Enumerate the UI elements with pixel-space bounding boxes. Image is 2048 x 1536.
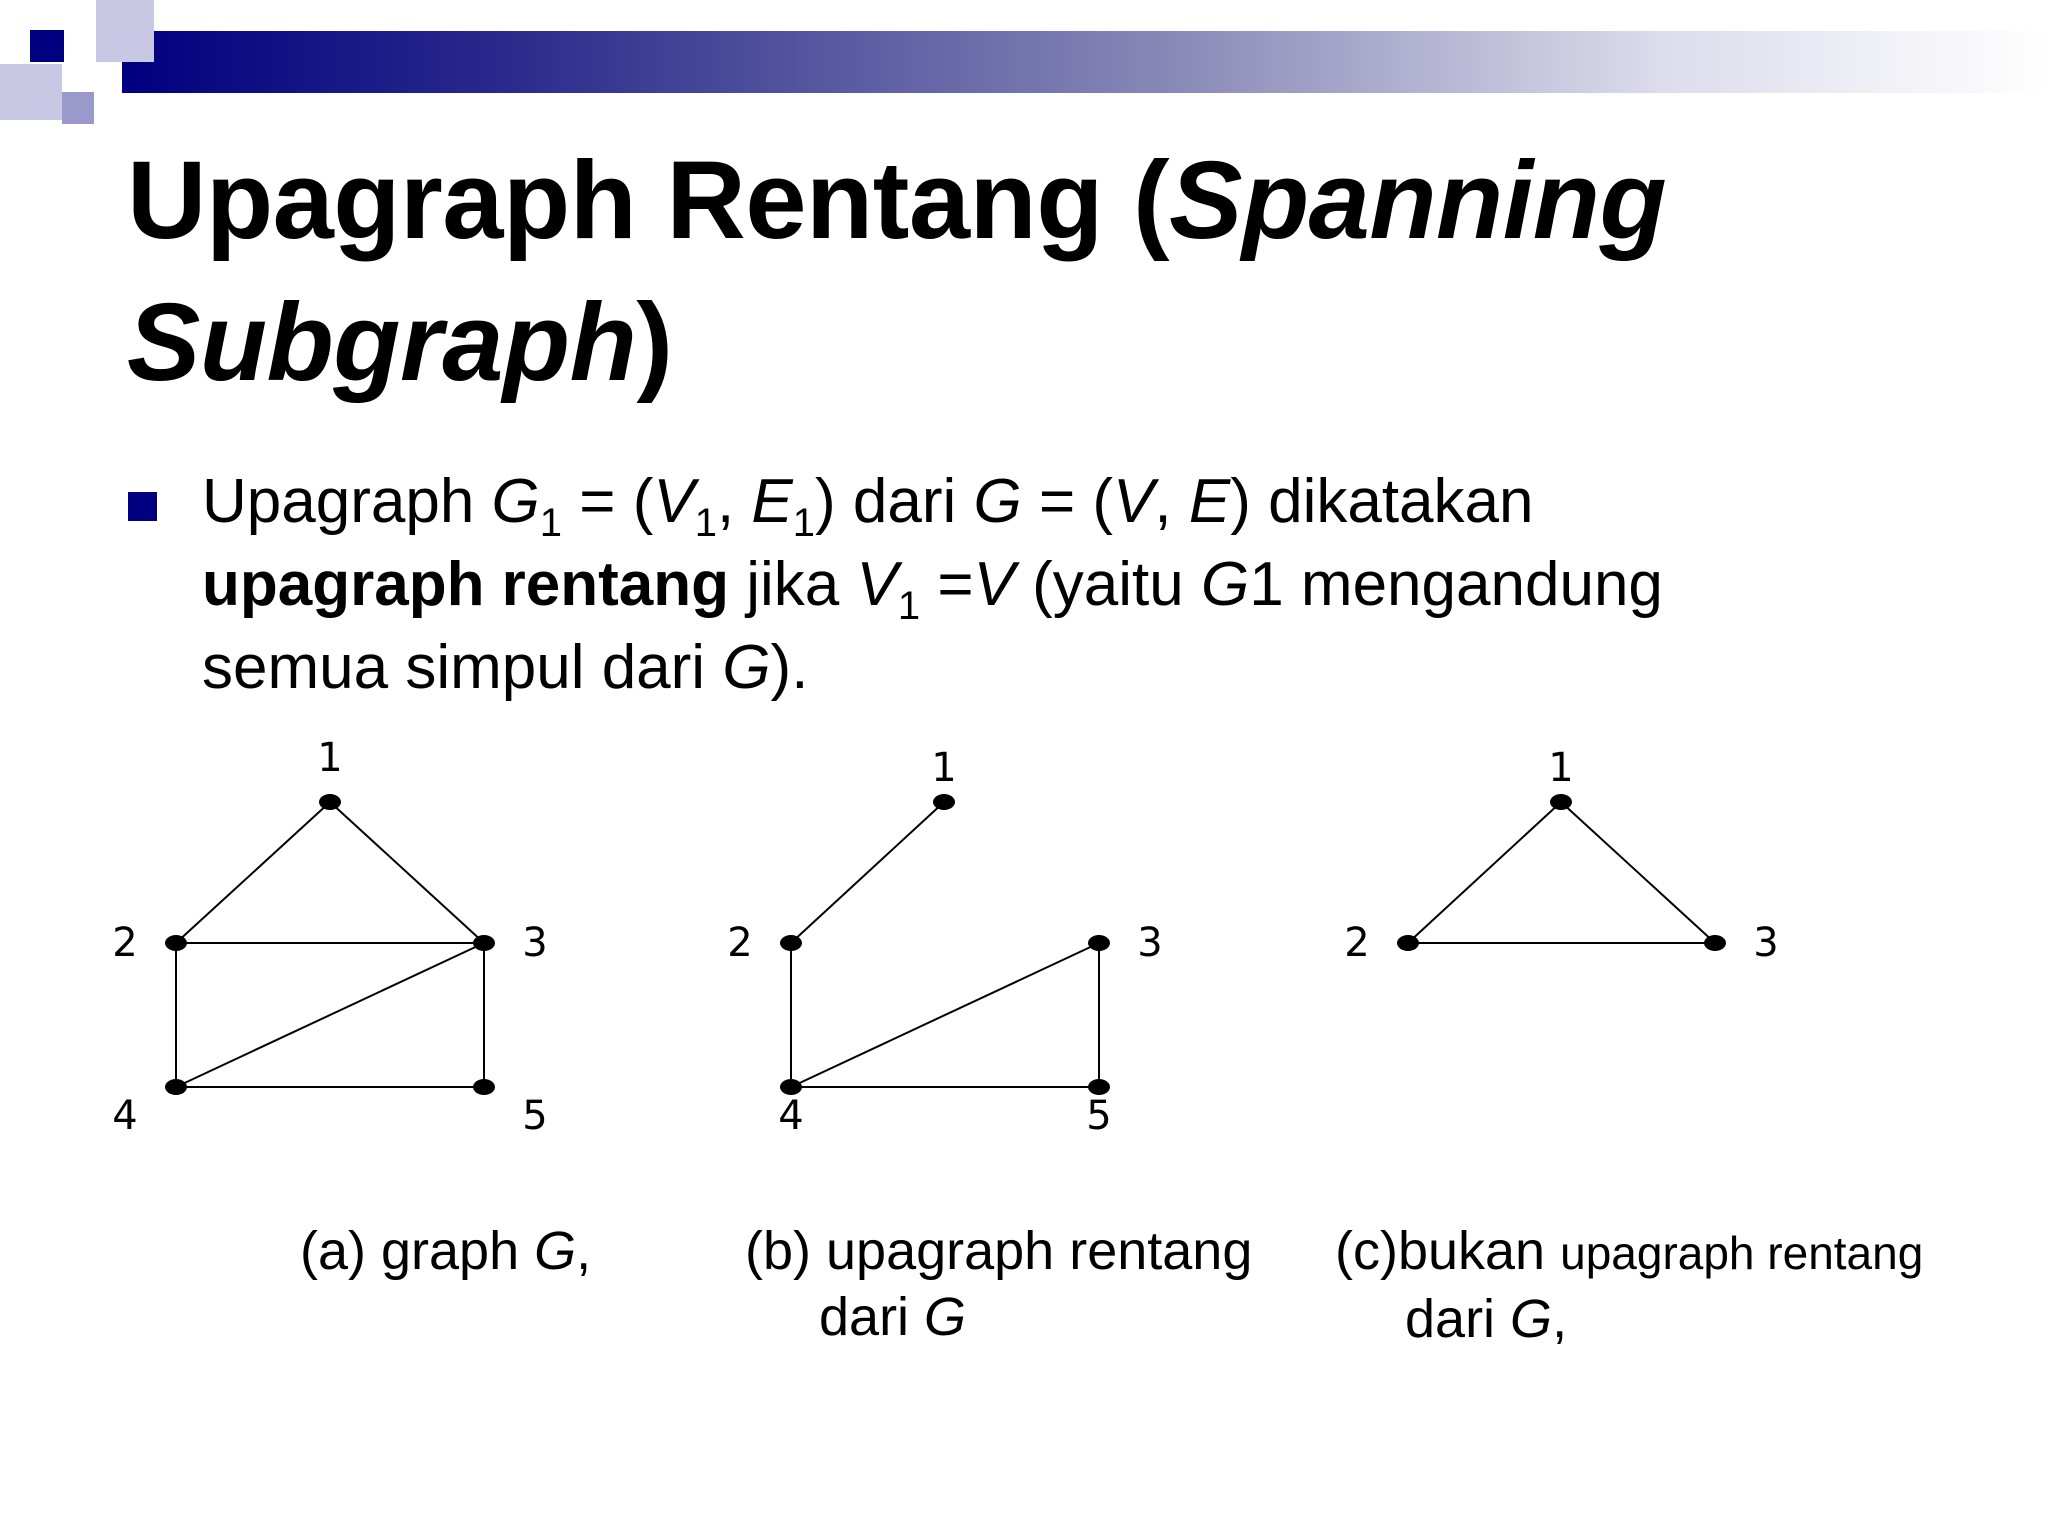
graph-vertex xyxy=(473,935,495,951)
graph-edge xyxy=(330,802,484,943)
graph-edge xyxy=(791,943,1099,1087)
slide-title: Upagraph Rentang (Spanning Subgraph) xyxy=(127,139,1667,404)
vertex-label: 5 xyxy=(1086,1093,1112,1139)
graph-vertex xyxy=(1088,935,1110,951)
caption-b: (b) upagraph rentang dari G xyxy=(745,1221,1253,1347)
vertex-label: 3 xyxy=(1137,920,1163,966)
vertex-label: 4 xyxy=(112,1093,138,1139)
graph-edge xyxy=(176,802,330,943)
caption-a: (a) graph G, xyxy=(300,1221,592,1281)
caption-c: (c)bukan upagraph rentang dari G, xyxy=(1335,1221,1924,1349)
vertex-label: 4 xyxy=(778,1093,804,1139)
vertex-label: 2 xyxy=(1344,920,1370,966)
graph-edge xyxy=(176,943,484,1087)
graph-edge xyxy=(1408,802,1561,943)
bullet-text: Upagraph $G_1 = (V_1$, $E_1$) dari G = (V, E) dikatakan upagraph rentang jika $V_1 =V$ (yaitu G1 mengandung semua simpul dari G). xyxy=(202,467,1663,702)
vertex-label: 1 xyxy=(1548,745,1574,791)
graph-vertex xyxy=(319,794,341,810)
graph-vertex xyxy=(165,1079,187,1095)
graph-edge xyxy=(1561,802,1715,943)
graph-vertex xyxy=(933,794,955,810)
graph-vertex xyxy=(780,935,802,951)
graph-vertex xyxy=(1550,794,1572,810)
vertex-label: 2 xyxy=(112,920,138,966)
vertex-label: 2 xyxy=(727,920,753,966)
vertex-label: 1 xyxy=(931,745,957,791)
graph-vertex xyxy=(165,935,187,951)
graph-vertex xyxy=(473,1079,495,1095)
graph-edge xyxy=(791,802,944,943)
vertex-label: 3 xyxy=(1753,920,1779,966)
vertex-label: 5 xyxy=(522,1093,548,1139)
graph-vertex xyxy=(1397,935,1419,951)
vertex-label: 1 xyxy=(317,735,343,781)
graph-vertex xyxy=(1704,935,1726,951)
vertex-label: 3 xyxy=(522,920,548,966)
